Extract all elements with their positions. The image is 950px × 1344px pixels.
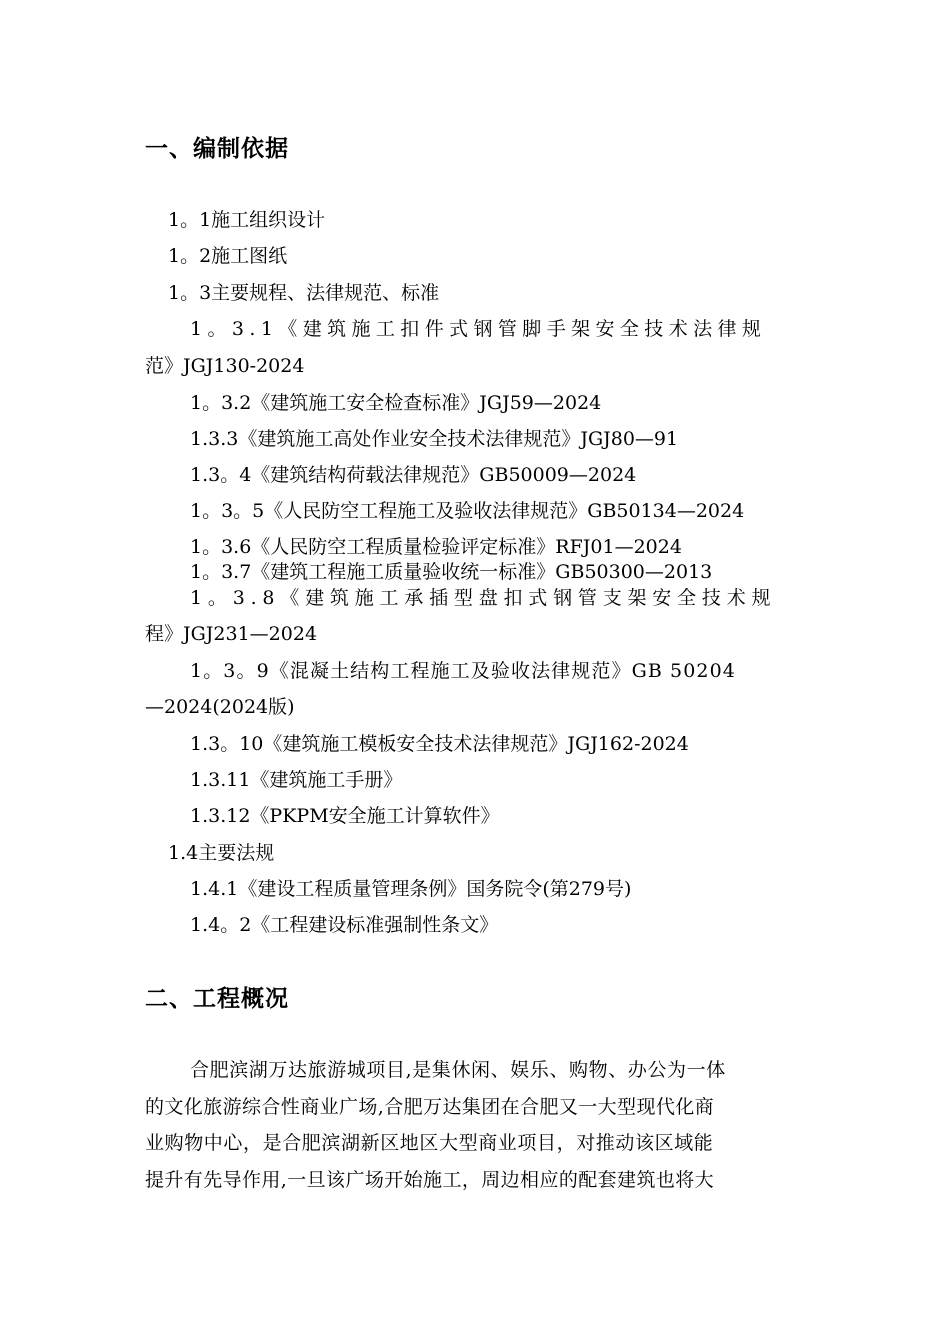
list-item: 1.4。2《工程建设标准强制性条文》 [190, 914, 499, 936]
list-item: 1。3.7《建筑工程施工质量验收统一标准》GB50300—2013 [190, 561, 713, 583]
list-item: 1。3.6《人民防空工程质量检验评定标准》RFJ01—2024 [190, 536, 682, 558]
paragraph-line: 合肥滨湖万达旅游城项目,是集休闲、娱乐、购物、办公为一体 [190, 1059, 726, 1081]
paragraph-line: 的文化旅游综合性商业广场,合肥万达集团在合肥又一大型现代化商 [145, 1096, 715, 1118]
list-item-continuation: —2024(2024版) [145, 696, 295, 718]
list-item: 1。3主要规程、法律规范、标准 [168, 282, 440, 304]
justified-text: 1。3.1《建筑施工扣件式钢管脚手架安全技术法律规 [190, 318, 767, 340]
list-item: 1。3。5《人民防空工程施工及验收法律规范》GB50134—2024 [190, 500, 745, 522]
list-item: 1.3.11《建筑施工手册》 [190, 769, 403, 791]
list-item: 1。2施工图纸 [168, 245, 288, 267]
list-item-justified [190, 659, 805, 683]
list-item-continuation: 范》JGJ130-2024 [145, 355, 305, 377]
list-item: 1.4主要法规 [168, 842, 275, 864]
list-item: 1。3.2《建筑施工安全检查标准》JGJ59—2024 [190, 392, 602, 414]
list-item-continuation: 程》JGJ231—2024 [145, 623, 318, 645]
list-item: 1。1施工组织设计 [168, 209, 326, 231]
section-heading-overview: 二、工程概况 [145, 986, 289, 1012]
justified-text: 1。3。9《混凝土结构工程施工及验收法律规范》GB 50204 [190, 660, 736, 682]
list-item: 1.3.12《PKPM安全施工计算软件》 [190, 805, 500, 827]
list-item: 1.3.3《建筑施工高处作业安全技术法律规范》JGJ80—91 [190, 428, 679, 450]
list-item: 1.3。10《建筑施工模板安全技术法律规范》JGJ162-2024 [190, 733, 689, 755]
list-item-justified [190, 317, 805, 341]
list-item: 1.4.1《建设工程质量管理条例》国务院令(第279号) [190, 878, 632, 900]
section-heading-basis: 一、编制依据 [145, 136, 289, 162]
paragraph-line: 业购物中心，是合肥滨湖新区地区大型商业项目，对推动该区域能 [145, 1132, 714, 1154]
list-item-justified [190, 586, 805, 610]
paragraph-line: 提升有先导作用,一旦该广场开始施工，周边相应的配套建筑也将大 [145, 1169, 715, 1191]
justified-text: 1。3.8《建筑施工承插型盘扣式钢管支架安全技术规 [190, 587, 777, 609]
list-item: 1.3。4《建筑结构荷载法律规范》GB50009—2024 [190, 464, 637, 486]
